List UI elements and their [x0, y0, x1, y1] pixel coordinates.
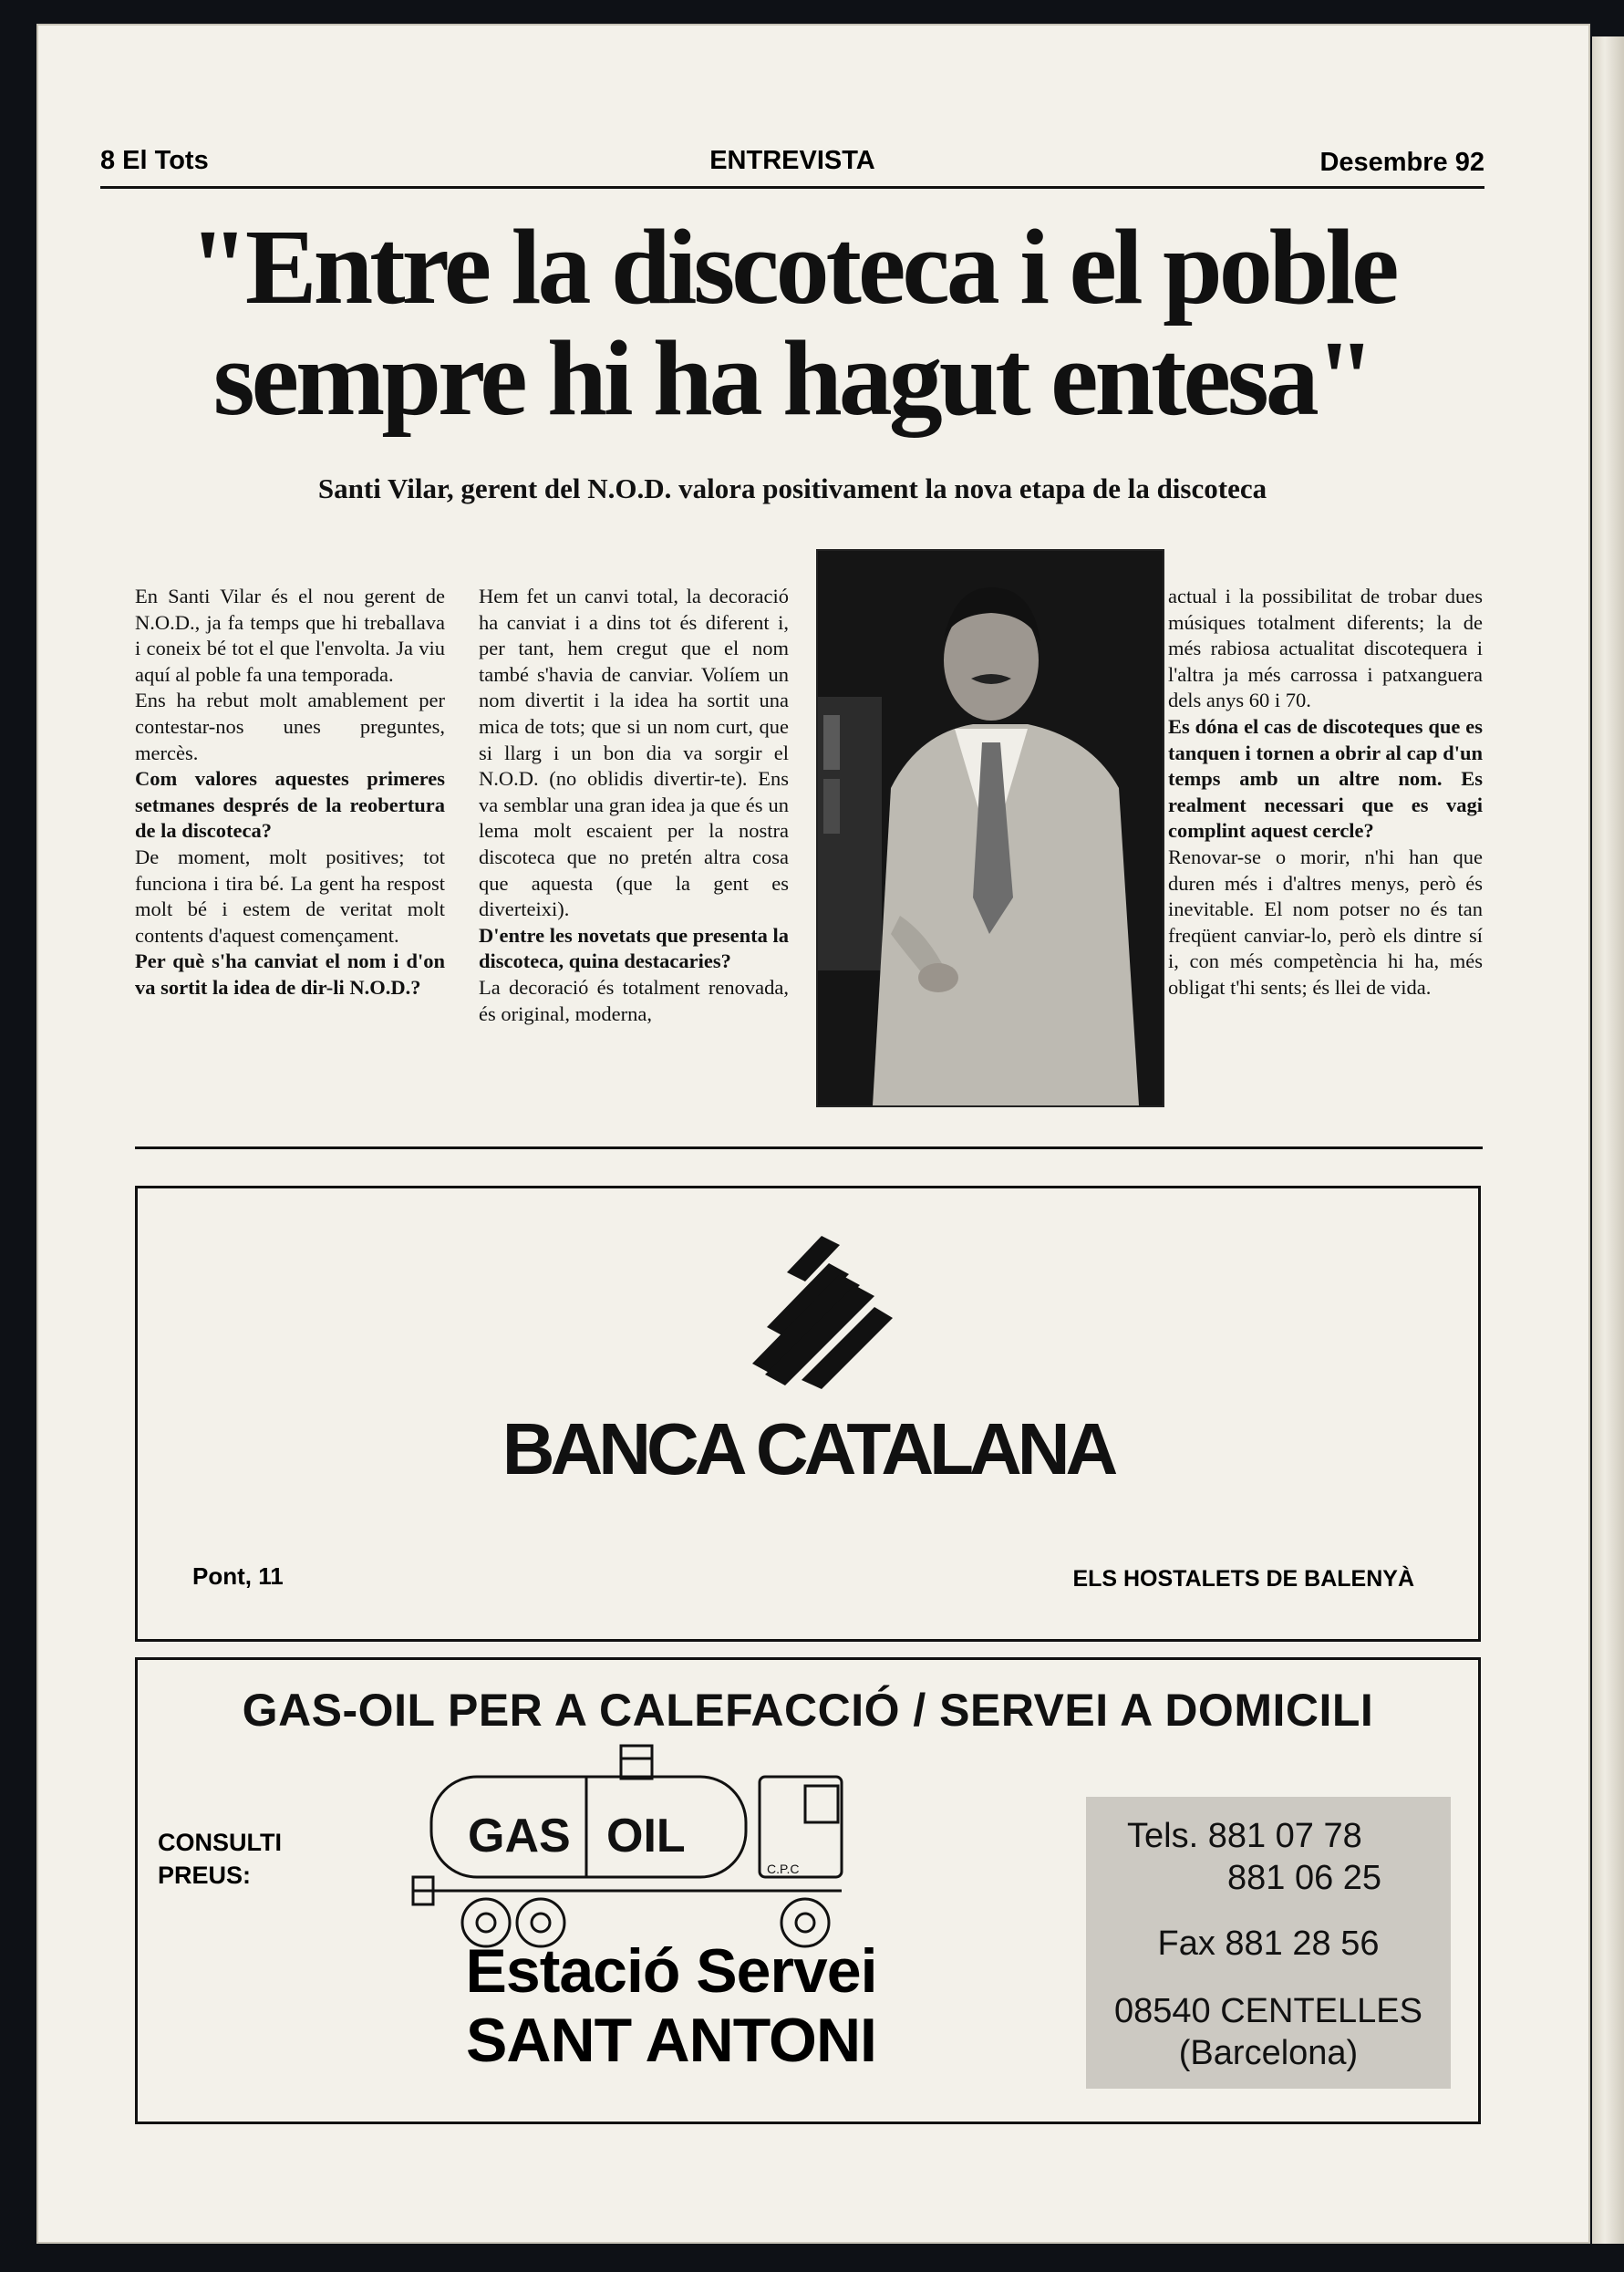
next-page-edge	[1592, 36, 1624, 2244]
station-name-line-1: Estació Servei	[465, 1936, 877, 2006]
paragraph: En Santi Vilar és el nou gerent de N.O.D., ja fa temps que hi treballava i coneix bé tot el que l'envolta. Ja viu aquí al poble fa una temporada.	[135, 585, 445, 686]
cab-label: C.P.C	[767, 1862, 800, 1876]
paragraph: Hem fet un canvi total, la decoració ha canviat i a dins tot és diferent i, per tant, hem cregut que el nom també s'havia de canviar. Volíem un nom divertit i la idea ha sortit una mica de tots; que si un nom curt, que si llarg i un bon dia va sorgir el N.O.D. (no oblidis divertir-te). Ens va semblar una gran idea ja que és un lema molt escaient per la nostra discoteca que no pretén altra cosa que aquesta (que la gent es diverteixi).	[479, 585, 789, 921]
page-number: 8 El Tots	[100, 146, 209, 175]
province: (Barcelona)	[1178, 2034, 1359, 2072]
gasoil-title: GAS-OIL PER A CALEFACCIÓ / SERVEI A DOMICILI	[242, 1685, 1374, 1736]
tank-label-gas: GAS	[468, 1810, 571, 1862]
article-headline	[100, 207, 1484, 438]
consulti-label	[158, 1826, 282, 1892]
article-subhead: Santi Vilar, gerent del N.O.D. valora positivament la nova etapa de la discoteca	[317, 472, 1267, 504]
article-column-3	[1168, 584, 1483, 1001]
headline-line-2: sempre hi ha hagut entesa"	[212, 318, 1372, 438]
bank-name: BANCA CATALANA	[502, 1408, 1114, 1489]
telephone-2: 881 06 25	[1227, 1859, 1382, 1897]
tanker-truck-icon	[404, 1740, 933, 1968]
paragraph: La decoració és totalment renovada, és original, moderna,	[479, 975, 789, 1025]
bank-town: ELS HOSTALETS DE BALENYÀ	[1072, 1566, 1414, 1592]
bank-logo	[732, 1236, 915, 1391]
question: Es dóna el cas de discoteques que es tanquen i tornen a obrir al cap d'un temps amb un altre nom. Es realment necessari que es vagi complint aquest cercle?	[1168, 714, 1483, 843]
issue-date: Desembre 92	[1319, 148, 1484, 177]
postal-city: 08540 CENTELLES	[1114, 1992, 1422, 2030]
question: Per què s'ha canviat el nom i d'on va sortit la idea de dir-li N.O.D.?	[135, 949, 445, 999]
paragraph: Ens ha rebut molt amablement per contestar-nos unes preguntes, mercès.	[135, 689, 445, 764]
bank-address: Pont, 11	[192, 1562, 284, 1590]
gasoil-advertisement	[135, 1657, 1481, 2124]
question: D'entre les novetats que presenta la discoteca, quina destacaries?	[479, 923, 789, 973]
paragraph: De moment, molt positives; tot funciona i tira bé. La gent ha respost molt bé i estem de veritat molt contents d'aquest començament.	[135, 845, 445, 947]
telephone-1: Tels. 881 07 78	[1127, 1817, 1362, 1855]
section-title: ENTREVISTA	[709, 146, 875, 175]
fax-number: Fax 881 28 56	[1157, 1924, 1380, 1963]
page-header	[100, 146, 1484, 182]
article-bottom-rule	[135, 1146, 1483, 1149]
bank-advertisement	[135, 1186, 1481, 1642]
article-column-1	[135, 584, 445, 1001]
paragraph: Renovar-se o morir, n'hi han que duren més i d'altres menys, però és inevitable. El nom potser no és tan freqüent canviar-lo, però els dintre sí i, con més competència hi ha, més obligat t'hi sents; és llei de vida.	[1168, 845, 1483, 999]
header-rule	[100, 186, 1484, 189]
consulti-text: CONSULTI	[158, 1829, 282, 1856]
interview-photo	[816, 549, 1164, 1107]
question: Com valores aquestes primeres setmanes després de la reobertura de la discoteca?	[135, 767, 445, 843]
preus-text: PREUS:	[158, 1862, 252, 1889]
contact-box	[1086, 1797, 1451, 2089]
headline-line-1: "Entre la discoteca i el poble	[189, 207, 1396, 327]
article-column-2	[479, 584, 789, 1027]
paragraph: actual i la possibilitat de trobar dues músiques totalment diferents; la de més rabiosa actualitat discotequera i l'altra ja més carrossa i patxanguera dels anys 60 i 70.	[1168, 585, 1483, 712]
station-name-line-2: SANT ANTONI	[466, 2006, 876, 2075]
tank-label-oil: OIL	[606, 1810, 686, 1862]
portrait-image	[818, 551, 1163, 1105]
